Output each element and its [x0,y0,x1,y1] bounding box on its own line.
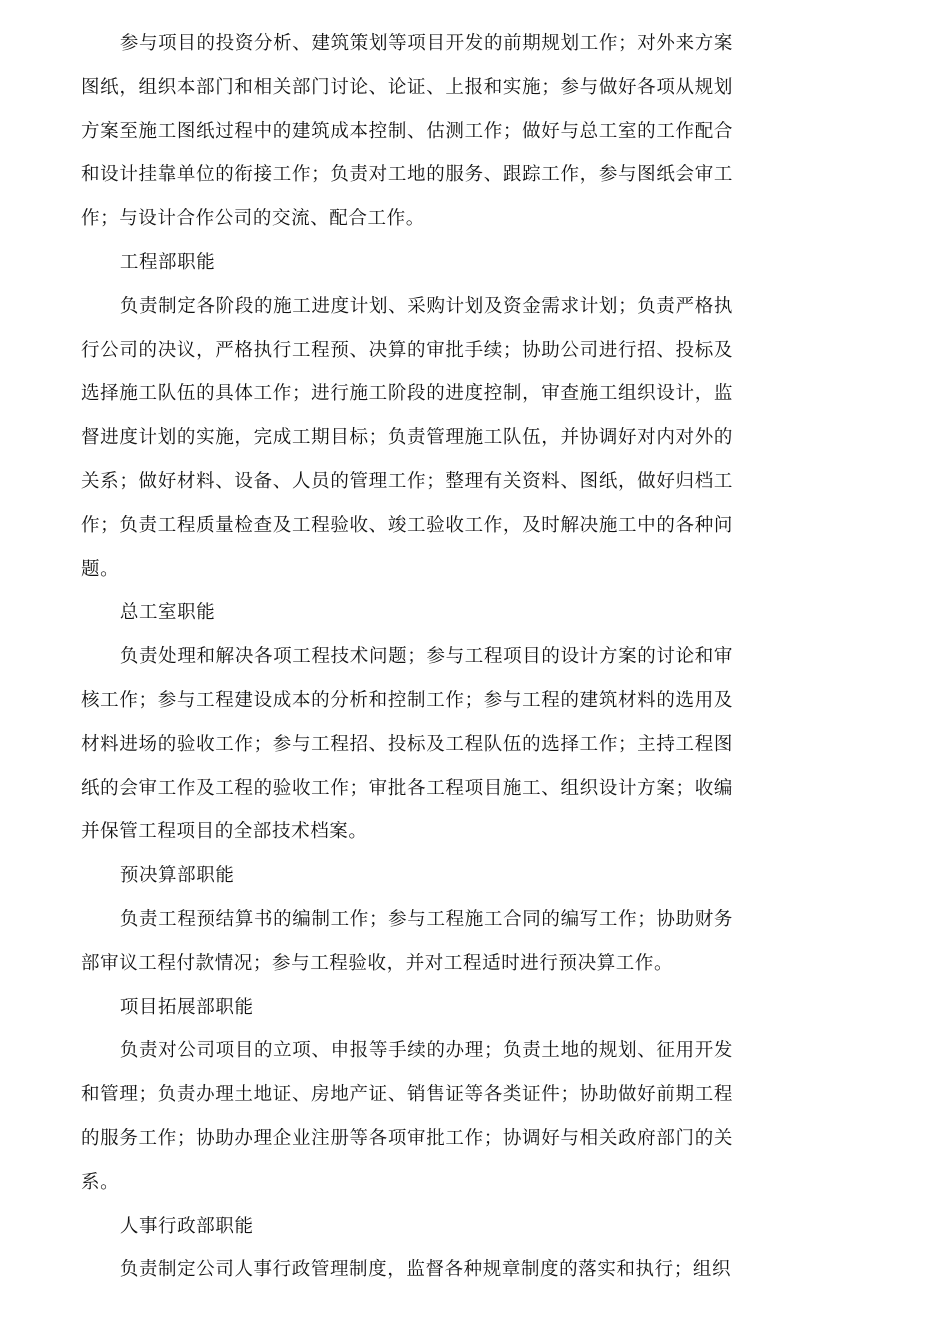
section-heading-hr-admin: 人事行政部职能 [119,1215,254,1237]
section-body-budget: 负责工程预结算书的编制工作；参与工程施工合同的编写工作；协助财务部审议工程付款情况；参与工程验收，并对工程适时进行预决算工作。 [81,908,733,974]
document-page [81,22,733,1292]
section-body-hr-admin: 负责制定公司人事行政管理制度，监督各种规章制度的落实和执行；组织 [119,1259,732,1281]
section-heading-engineering: 工程部职能 [119,251,216,273]
section-body-project-development: 负责对公司项目的立项、申报等手续的办理；负责土地的规划、征用开发和管理；负责办理土地证、房地产证、销售证等各类证件；协助做好前期工程的服务工作；协助办理企业注册等各项审批工作；协调好与相关政府部门的关系。 [81,1040,733,1193]
section-heading-budget: 预决算部职能 [119,865,235,887]
section-body-chief-engineer: 负责处理和解决各项工程技术问题；参与工程项目的设计方案的讨论和审核工作；参与工程建设成本的分析和控制工作；参与工程的建筑材料的选用及材料进场的验收工作；参与工程招、投标及工程队伍的选择工作；主持工程图纸的会审工作及工程的验收工作；审批各工程项目施工、组织设计方案；收编并保管工程项目的全部技术档案。 [81,646,733,843]
intro-paragraph: 参与项目的投资分析、建筑策划等项目开发的前期规划工作；对外来方案图纸，组织本部门和相关部门讨论、论证、上报和实施；参与做好各项从规划方案至施工图纸过程中的建筑成本控制、估测工作；做好与总工室的工作配合和设计挂靠单位的衔接工作；负责对工地的服务、跟踪工作，参与图纸会审工作；与设计合作公司的交流、配合工作。 [81,33,733,230]
section-heading-project-development: 项目拓展部职能 [119,996,254,1018]
section-heading-chief-engineer: 总工室职能 [119,602,216,624]
section-body-engineering: 负责制定各阶段的施工进度计划、采购计划及资金需求计划；负责严格执行公司的决议，严格执行工程预、决算的审批手续；协助公司进行招、投标及选择施工队伍的具体工作；进行施工阶段的进度控制，审查施工组织设计，监督进度计划的实施，完成工期目标；负责管理施工队伍，并协调好对内对外的关系；做好材料、设备、人员的管理工作；整理有关资料、图纸，做好归档工作；负责工程质量检查及工程验收、竣工验收工作，及时解决施工中的各种问题。 [81,295,733,580]
